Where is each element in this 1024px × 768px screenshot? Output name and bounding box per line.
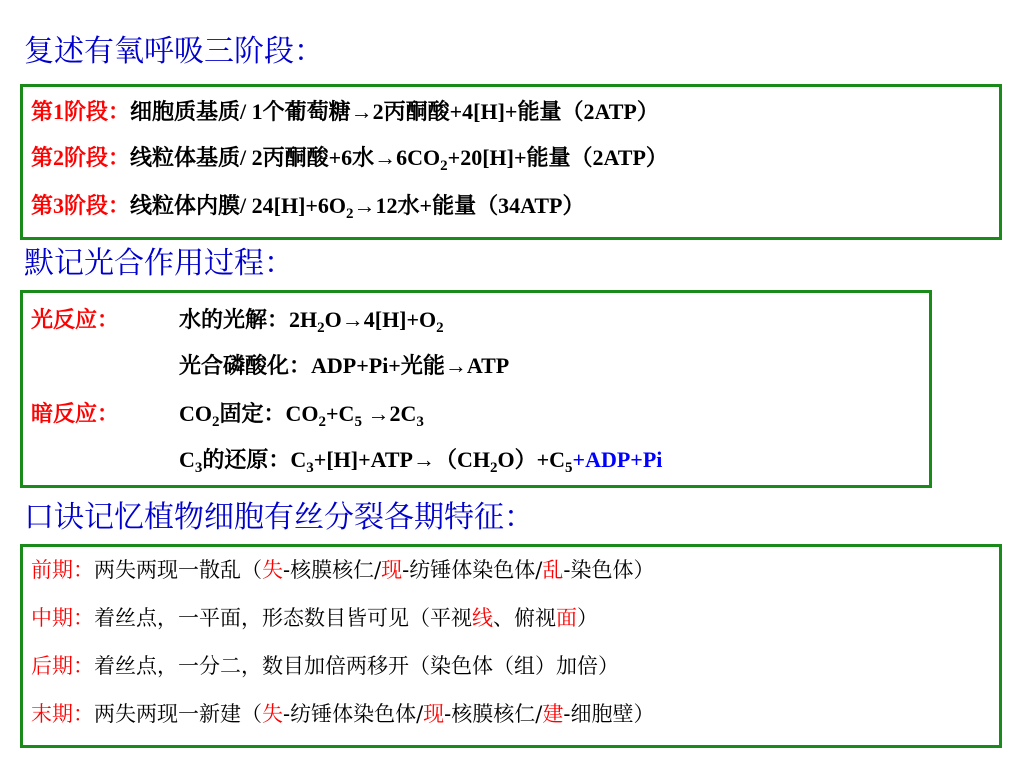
anaphase-line (31, 651, 619, 681)
c3-reduction-sub-c: 2 (490, 460, 498, 476)
prophase-d: -染色体） (563, 558, 655, 582)
dark-reaction-line-2 (31, 445, 662, 475)
dark-reaction-line-1 (31, 399, 424, 429)
telophase-b: -纺锤体染色体/ (283, 702, 424, 726)
stage1-text: 细胞质基质/ 1个葡萄糖→2丙酮酸+4[H]+能量（2ATP） (130, 99, 659, 124)
co2-fix-sub-a: 2 (212, 414, 220, 430)
co2-fix-a: CO (179, 401, 212, 426)
telophase-r1: 失 (262, 702, 283, 726)
metaphase-b: 、俯视 (493, 606, 556, 630)
telophase-label: 末期： (31, 702, 94, 726)
c3-reduction-highlight: +ADP+Pi (572, 447, 663, 472)
c3-reduction-sub-d: 5 (565, 460, 573, 476)
prophase-r3: 乱 (542, 558, 564, 582)
c3-reduction-c: +[H]+ATP→（CH (313, 447, 490, 472)
prophase-r2: 现 (381, 558, 403, 582)
stage2-text-a: 线粒体基质/ 2丙酮酸+6水→6CO (130, 145, 441, 170)
c3-reduction-d: O）+C (497, 447, 566, 472)
stage3-sub: 2 (346, 206, 354, 222)
heading-aerobic-respiration: 复述有氧呼吸三阶段： (24, 34, 324, 69)
stage1-line (31, 97, 659, 127)
stage3-text-a: 线粒体内膜/ 24[H]+6O (130, 193, 347, 218)
stage2-line (31, 143, 668, 173)
light-reaction-line-2 (31, 351, 509, 381)
dark-reaction-label: 暗反应： (31, 401, 120, 426)
heading-photosynthesis: 默记光合作用过程： (24, 246, 294, 281)
metaphase-label: 中期： (31, 606, 94, 630)
anaphase-label: 后期： (31, 654, 94, 678)
telophase-d: -细胞壁） (563, 702, 655, 726)
mitosis-box (20, 544, 1002, 748)
photolysis-b: O→4[H]+O (324, 307, 437, 332)
metaphase-line (31, 603, 598, 633)
telophase-line (31, 699, 654, 729)
prophase-c: -纺锤体染色体/ (402, 558, 543, 582)
anaphase-a: 着丝点，一分二，数目加倍两移开（染色体（组）加倍） (94, 654, 619, 678)
prophase-a: 两失两现一散乱（ (94, 558, 262, 582)
metaphase-a: 着丝点，一平面，形态数目皆可见（平视 (94, 606, 472, 630)
co2-fix-sub-b: 2 (318, 414, 327, 430)
photolysis-sub-b: 2 (436, 320, 444, 336)
photolysis-a: 水的光解：2H (179, 307, 318, 332)
stage2-sub: 2 (440, 158, 448, 174)
co2-fix-sub-d: 3 (416, 414, 424, 430)
stage1-label: 第1阶段： (31, 99, 131, 124)
stage2-text-b: +20[H]+能量（2ATP） (447, 145, 668, 170)
stage3-text-b: →12水+能量（34ATP） (353, 193, 585, 218)
telophase-a: 两失两现一新建（ (94, 702, 262, 726)
metaphase-r2: 面 (556, 606, 577, 630)
light-reaction-line-1 (31, 305, 444, 335)
c3-reduction-a: C (179, 447, 195, 472)
prophase-r1: 失 (262, 558, 283, 582)
prophase-label: 前期： (31, 558, 94, 582)
telophase-c: -核膜核仁/ (444, 702, 543, 726)
metaphase-c: ） (577, 606, 598, 630)
photolysis-sub-a: 2 (317, 320, 325, 336)
prophase-b: -核膜核仁/ (283, 558, 382, 582)
co2-fix-sub-c: 5 (354, 414, 362, 430)
stage3-line (31, 191, 584, 221)
aerobic-stages-box (20, 84, 1002, 240)
heading-mitosis: 口诀记忆植物细胞有丝分裂各期特征： (24, 500, 534, 535)
photosynthesis-box (20, 290, 932, 488)
co2-fix-c: +C (326, 401, 355, 426)
photophosphorylation: 光合磷酸化：ADP+Pi+光能→ATP (179, 353, 510, 378)
co2-fix-b: 固定：CO (219, 401, 319, 426)
c3-reduction-sub-a: 3 (194, 460, 203, 476)
telophase-r2: 现 (423, 702, 445, 726)
c3-reduction-b: 的还原：C (202, 447, 307, 472)
prophase-line (31, 555, 654, 585)
telophase-r3: 建 (542, 702, 564, 726)
c3-reduction-sub-b: 3 (306, 460, 314, 476)
metaphase-r1: 线 (472, 606, 493, 630)
light-reaction-label: 光反应： (31, 307, 120, 332)
stage3-label: 第3阶段： (31, 193, 131, 218)
co2-fix-d: →2C (361, 401, 417, 426)
stage2-label: 第2阶段： (31, 145, 131, 170)
